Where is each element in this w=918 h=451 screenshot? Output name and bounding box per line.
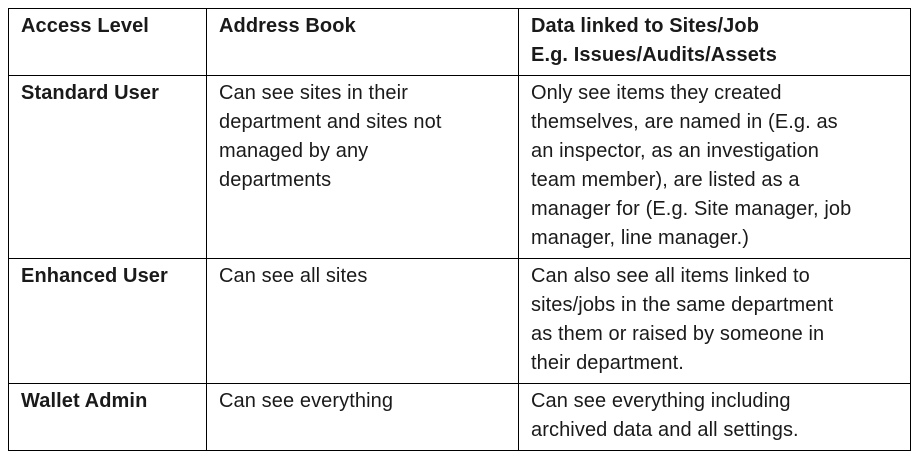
- address-book-text-line: managed by any: [219, 140, 369, 162]
- header-access-level: [9, 9, 207, 76]
- access-level-label: Enhanced User: [21, 265, 168, 287]
- header-access-level-label: Access Level: [21, 15, 149, 37]
- data-linked-text-line: as them or raised by someone in: [531, 323, 825, 345]
- header-address-book-label: Address Book: [219, 15, 356, 37]
- data-linked-text-line: Can also see all items linked to: [531, 265, 810, 287]
- access-levels-table-container: [8, 8, 911, 451]
- data-linked-text-line: an inspector, as an investigation: [531, 140, 819, 162]
- table-row: [9, 76, 911, 259]
- address-book-text-line: Can see all sites: [219, 265, 368, 287]
- access-levels-table: [8, 8, 911, 451]
- data-linked-text-line: team member), are listed as a: [531, 169, 800, 191]
- header-address-book: [207, 9, 519, 76]
- header-data-linked-line2: E.g. Issues/Audits/Assets: [531, 44, 777, 66]
- data-linked-text-line: Can see everything including: [531, 390, 791, 412]
- data-linked-cell: [519, 76, 911, 259]
- address-book-cell: [207, 259, 519, 384]
- data-linked-text-line: sites/jobs in the same department: [531, 294, 834, 316]
- table-row: [9, 259, 911, 384]
- data-linked-text-line: themselves, are named in (E.g. as: [531, 111, 838, 133]
- access-level-label: Wallet Admin: [21, 390, 148, 412]
- access-level-cell: [9, 384, 207, 451]
- address-book-cell: [207, 384, 519, 451]
- data-linked-text-line: their department.: [531, 352, 684, 374]
- access-level-label: Standard User: [21, 82, 160, 104]
- address-book-text-line: Can see everything: [219, 390, 394, 412]
- data-linked-cell: [519, 384, 911, 451]
- access-level-cell: [9, 76, 207, 259]
- header-data-linked-line1: Data linked to Sites/Job: [531, 15, 760, 37]
- data-linked-text-line: archived data and all settings.: [531, 419, 799, 441]
- address-book-text-line: departments: [219, 169, 332, 191]
- data-linked-cell: [519, 259, 911, 384]
- header-data-linked: [519, 9, 911, 76]
- address-book-text-line: Can see sites in their: [219, 82, 408, 104]
- data-linked-text-line: Only see items they created: [531, 82, 782, 104]
- address-book-text-line: department and sites not: [219, 111, 442, 133]
- data-linked-text-line: manager, line manager.): [531, 227, 749, 249]
- address-book-cell: [207, 76, 519, 259]
- access-level-cell: [9, 259, 207, 384]
- header-row: [9, 9, 911, 76]
- data-linked-text-line: manager for (E.g. Site manager, job: [531, 198, 852, 220]
- table-row: [9, 384, 911, 451]
